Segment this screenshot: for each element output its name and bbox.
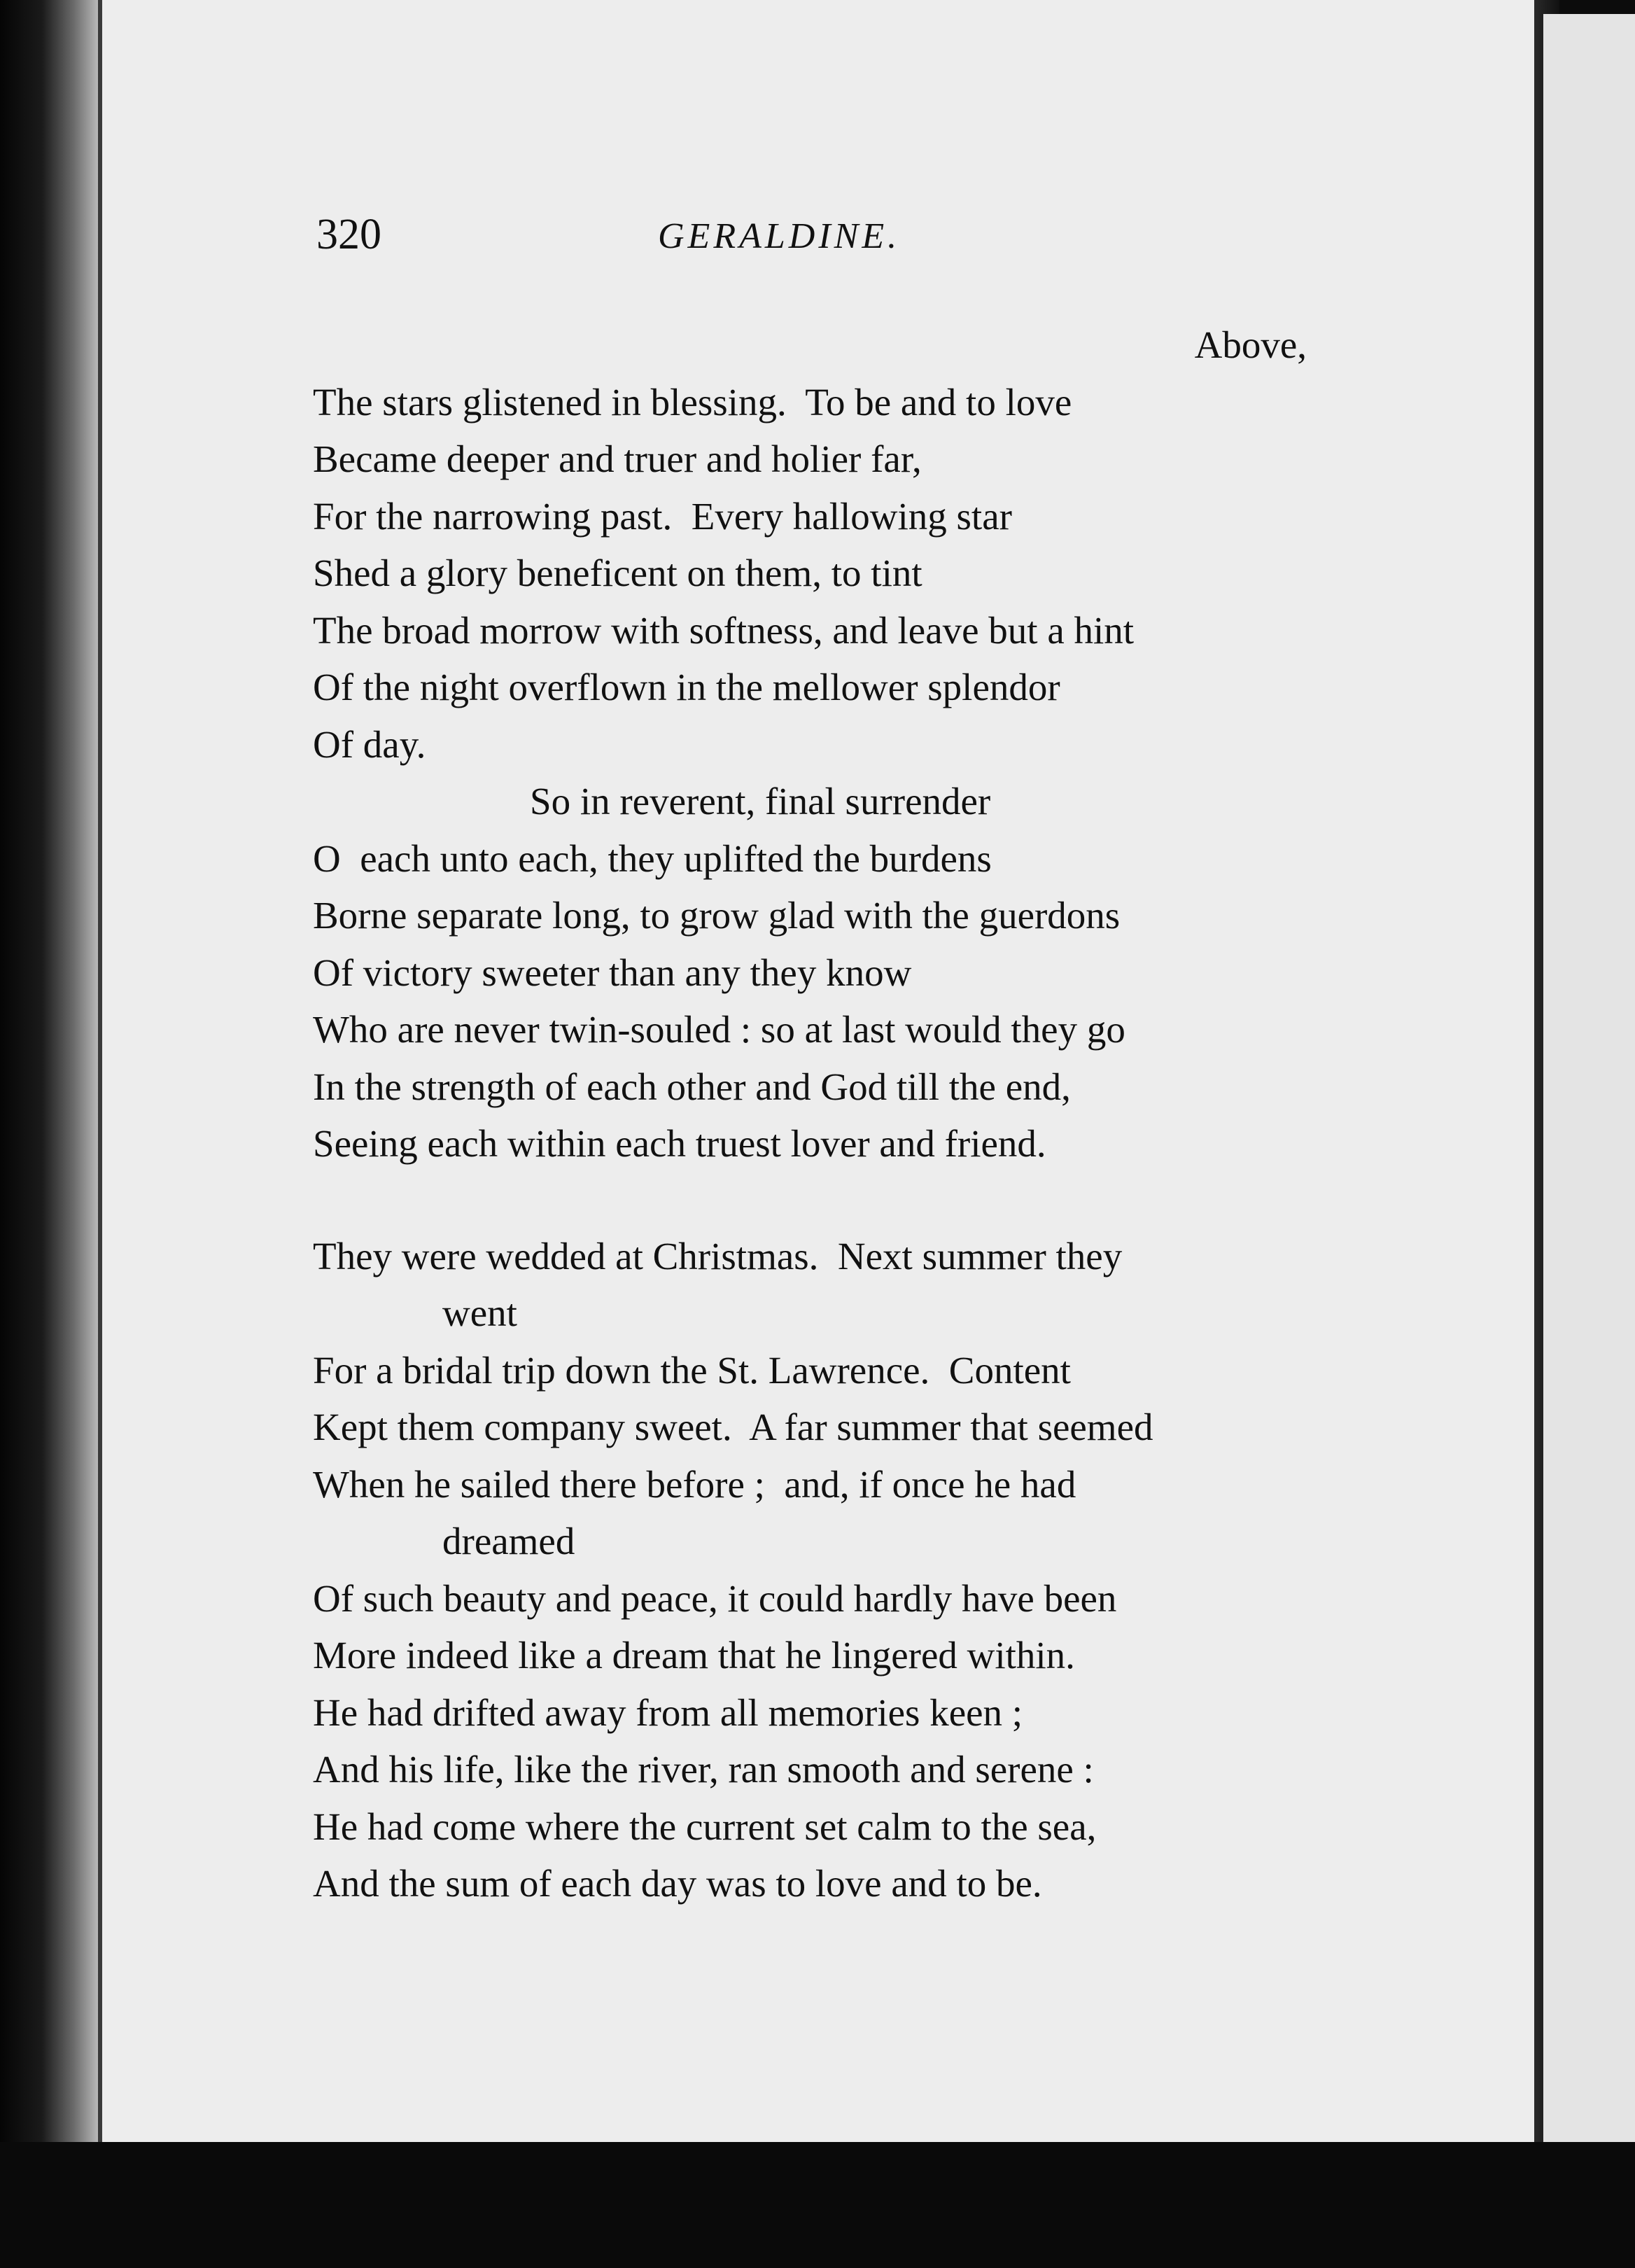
verse-line: They were wedded at Christmas. Next summer they <box>313 1234 1123 1278</box>
verse-line: Seeing each within each truest lover and friend. <box>313 1122 1046 1165</box>
stanza <box>313 316 1391 1172</box>
book-spine <box>0 0 105 2268</box>
verse-line: Of the night overflown in the mellower splendor <box>313 666 1060 708</box>
verse-line: Shed a glory beneficent on them, to tint <box>313 552 922 594</box>
verse-line: And the sum of each day was to love and to be. <box>313 1862 1042 1905</box>
stanza <box>313 1228 1391 1912</box>
verse-line: He had drifted away from all memories keen ; <box>313 1690 1023 1734</box>
verse-line: Kept them company sweet. A far summer that seemed <box>313 1406 1153 1448</box>
verse-line: Of victory sweeter than any they know <box>313 951 912 994</box>
verse-line: In the strength of each other and God till the end, <box>313 1065 1071 1108</box>
verse-line: When he sailed there before ; and, if once he had <box>313 1462 1076 1506</box>
verse-line: Of day. <box>313 722 426 766</box>
verse-line: So in reverent, final surrender <box>530 780 991 822</box>
verse-line: Became deeper and truer and holier far, <box>313 438 922 480</box>
scan-bottom-edge <box>0 2142 1635 2268</box>
verse-line: More indeed like a dream that he lingered within. <box>313 1634 1075 1676</box>
adjacent-page <box>1540 14 1635 2142</box>
running-title: GERALDINE. <box>658 216 901 256</box>
verse-line: Above, <box>1194 323 1307 366</box>
verse-line: The stars glistened in blessing. To be and to love <box>313 380 1072 424</box>
verse-line: Of such beauty and peace, it could hardly have been <box>313 1576 1117 1620</box>
verse-line: dreamed <box>442 1520 575 1562</box>
verse-line: Borne separate long, to grow glad with the guerdons <box>313 894 1121 937</box>
verse-line: O each unto each, they uplifted the burdens <box>313 836 992 880</box>
page-number: 320 <box>316 211 381 258</box>
poem-body <box>313 316 1391 1912</box>
verse-line: For a bridal trip down the St. Lawrence. Content <box>313 1348 1071 1392</box>
verse-line: And his life, like the river, ran smooth and serene : <box>313 1748 1094 1791</box>
verse-line: For the narrowing past. Every hallowing star <box>313 494 1012 538</box>
page-header <box>316 210 1366 266</box>
verse-line: went <box>442 1292 517 1334</box>
verse-line: Who are never twin-souled : so at last would they go <box>313 1008 1125 1051</box>
verse-line: The broad morrow with softness, and leave but a hint <box>313 608 1135 652</box>
verse-line: He had come where the current set calm to the sea, <box>313 1805 1097 1848</box>
